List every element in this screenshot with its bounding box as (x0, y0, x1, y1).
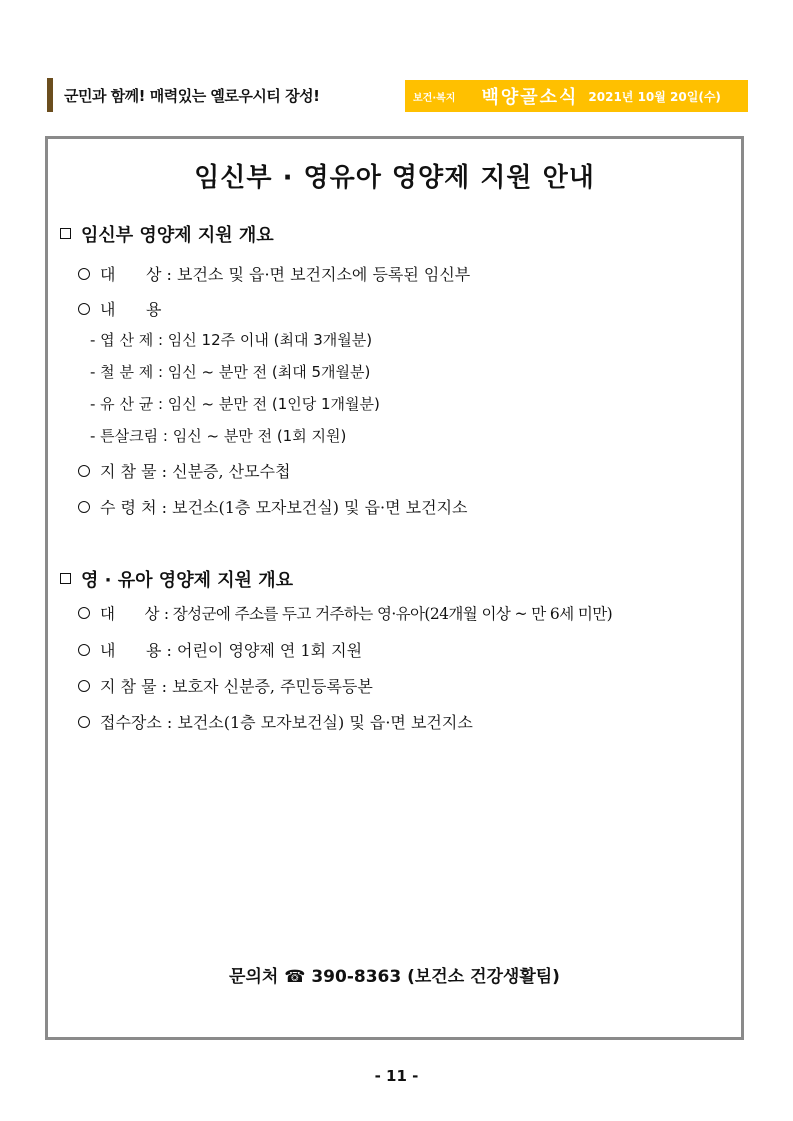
contact-info: 문의처 ☎ 390-8363 (보건소 건강생활팀) (229, 967, 560, 987)
circle-bullet-icon (78, 303, 90, 315)
list-item: 대 상 : 보건소 및 읍·면 보건지소에 등록된 임신부 (78, 262, 470, 285)
sub-item-iron: - 철 분 제 : 임신 ~ 분만 전 (최대 5개월분) (90, 363, 371, 381)
list-item: 수 령 처 : 보건소(1층 모자보건실) 및 읍·면 보건지소 (78, 495, 468, 518)
header-date: 2021년 10월 20일(수) (588, 89, 721, 104)
section-heading-pregnant: 임신부 영양제 지원 개요 (60, 221, 274, 247)
list-item: 접수장소 : 보건소(1층 모자보건실) 및 읍·면 보건지소 (78, 710, 473, 733)
circle-bullet-icon (78, 716, 90, 728)
list-item: 지 참 물 : 보호자 신분증, 주민등록등본 (78, 674, 373, 697)
circle-bullet-icon (78, 465, 90, 477)
header-slogan: 군민과 함께! 매력있는 옐로우시티 장성! (64, 87, 320, 105)
header-newsletter-name: 백양골소식 (481, 87, 579, 108)
list-item: 대 상 : 장성군에 주소를 두고 거주하는 영·유아(24개월 이상 ~ 만 6세 미만) (78, 602, 612, 624)
circle-bullet-icon (78, 680, 90, 692)
page-title: 임신부 · 영유아 영양제 지원 안내 (194, 163, 595, 193)
sub-item-probiotics: - 유 산 균 : 임신 ~ 분만 전 (1인당 1개월분) (90, 395, 380, 413)
circle-bullet-icon (78, 501, 90, 513)
header-banner (405, 80, 748, 112)
list-item: 내 용 : 어린이 영양제 연 1회 지원 (78, 638, 362, 661)
header-accent-bar (47, 78, 53, 112)
square-bullet-icon (60, 573, 71, 584)
sub-item-stretch-cream: - 튼살크림 : 임신 ~ 분만 전 (1회 지원) (90, 427, 347, 445)
notice-box (45, 136, 744, 1040)
list-item: 지 참 물 : 신분증, 산모수첩 (78, 459, 290, 482)
circle-bullet-icon (78, 607, 90, 619)
square-bullet-icon (60, 228, 71, 239)
header-category: 보건·복지 (413, 92, 456, 104)
telephone-icon: ☎ (284, 967, 306, 987)
section-heading-infant: 영 · 유아 영양제 지원 개요 (60, 566, 293, 592)
sub-item-folic-acid: - 엽 산 제 : 임신 12주 이내 (최대 3개월분) (90, 331, 373, 349)
page-number: - 11 - (374, 1067, 419, 1085)
circle-bullet-icon (78, 268, 90, 280)
circle-bullet-icon (78, 644, 90, 656)
list-item: 내 용 (78, 297, 161, 320)
